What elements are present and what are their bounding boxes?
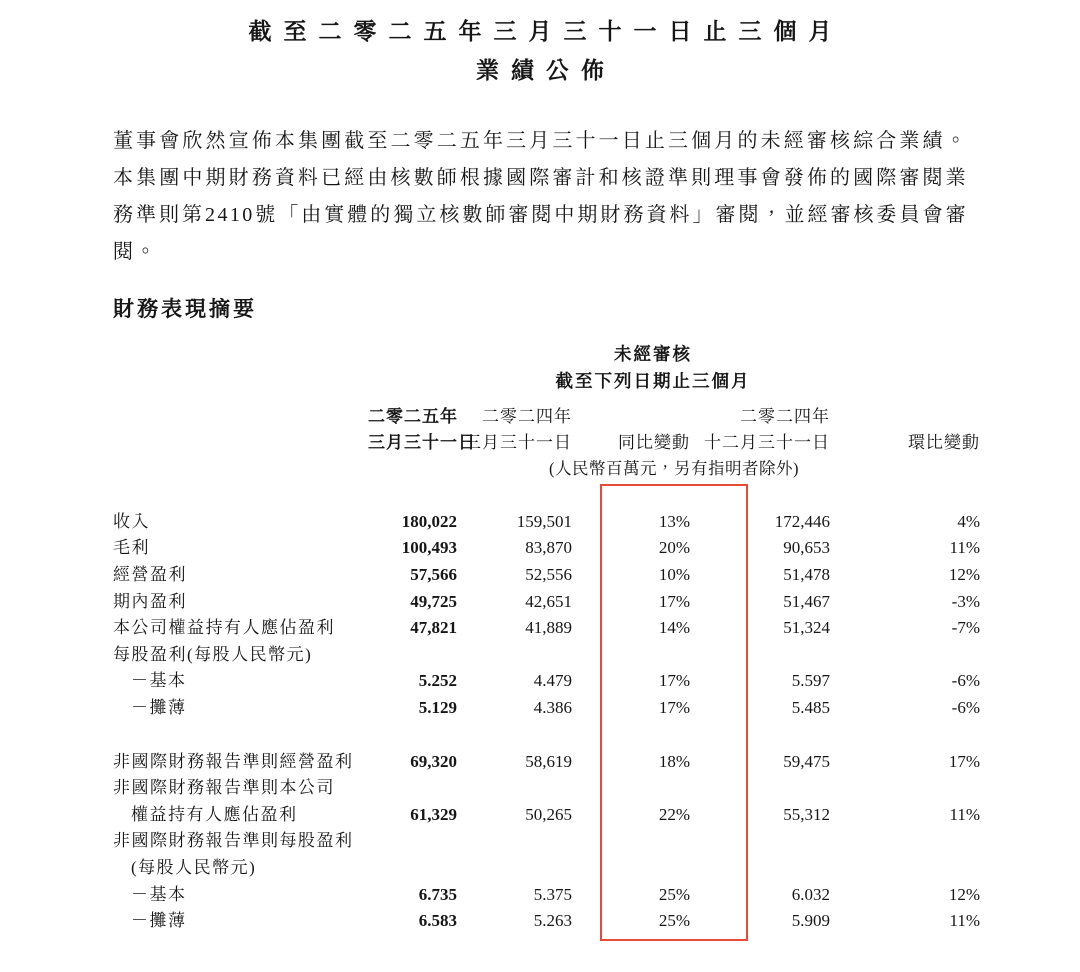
summary-table-body: [113, 509, 980, 935]
cell-2024-03-31: 159,501: [516, 511, 572, 531]
cell-2024-03-31: 50,265: [525, 804, 572, 824]
table-row: [113, 642, 980, 669]
cell-2024-12-31: [690, 642, 830, 669]
row-label: 本公司權益持有人應佔盈利: [113, 618, 335, 638]
cell-2024-03-31: [457, 775, 572, 802]
column-header-date-row: [113, 430, 980, 457]
row-label: －基本: [131, 671, 187, 691]
cell-qoq-change: 11%: [949, 538, 980, 558]
cell-2024-12-31: 59,475: [783, 751, 830, 771]
col-header-year-2024q4: 二零二四年: [740, 406, 830, 426]
row-label: 收入: [113, 511, 150, 531]
section-heading: 財務表現摘要: [113, 298, 257, 321]
table-row: [113, 775, 980, 802]
intro-line: 閱。: [113, 241, 158, 263]
cell-qoq-change: -7%: [951, 618, 980, 638]
cell-2024-03-31: 4.386: [533, 697, 572, 717]
table-spacer-row: [113, 722, 980, 749]
table-row: [113, 668, 980, 695]
cell-2025-03-31: 5.129: [418, 697, 457, 717]
cell-yoy-change: [572, 855, 690, 882]
cell-yoy-change: 10%: [658, 564, 690, 584]
cell-2024-12-31: [690, 855, 830, 882]
cell-2024-12-31: 51,324: [783, 618, 830, 638]
cell-qoq-change: [830, 828, 980, 855]
cell-qoq-change: [830, 855, 980, 882]
row-label: 經營盈利: [113, 564, 187, 584]
cell-2024-03-31: 4.479: [533, 671, 572, 691]
table-row: [113, 589, 980, 616]
intro-paragraph: [113, 123, 968, 271]
cell-qoq-change: 4%: [957, 511, 980, 531]
cell-qoq-change: 17%: [948, 751, 980, 771]
table-row: [113, 802, 980, 829]
cell-2024-12-31: 5.597: [791, 671, 830, 691]
cell-2025-03-31: 47,821: [410, 618, 457, 638]
document-title-line1: 截至二零二五年三月三十一日止三個月: [248, 18, 844, 44]
col-header-2024-03-31: 三月三十一日: [464, 433, 572, 453]
cell-qoq-change: -3%: [951, 591, 980, 611]
unaudited-label: 未經審核: [614, 344, 692, 364]
col-header-year-2024q1: 二零二四年: [482, 406, 572, 426]
cell-2024-03-31: 42,651: [525, 591, 572, 611]
cell-yoy-change: 22%: [658, 804, 690, 824]
col-header-year-yoy: [572, 394, 690, 430]
cell-2025-03-31: 100,493: [401, 538, 457, 558]
cell-2024-03-31: [457, 828, 572, 855]
period-label: 截至下列日期止三個月: [555, 370, 751, 391]
row-label: 非國際財務報告準則每股盈利: [113, 831, 354, 851]
cell-2025-03-31: 69,320: [410, 751, 457, 771]
cell-2024-12-31: 172,446: [774, 511, 830, 531]
cell-2024-03-31: 83,870: [525, 538, 572, 558]
column-header-year-row: [113, 394, 980, 430]
cell-2025-03-31: 57,566: [410, 564, 457, 584]
table-row: [113, 615, 980, 642]
table-row: [113, 535, 980, 562]
cell-yoy-change: 14%: [658, 618, 690, 638]
cell-2024-12-31: 5.909: [791, 911, 830, 931]
table-row: [113, 749, 980, 776]
col-header-2024-12-31: 十二月三十一日: [704, 433, 830, 453]
table-row: [113, 562, 980, 589]
cell-yoy-change: 25%: [658, 884, 690, 904]
cell-qoq-change: 11%: [949, 804, 980, 824]
intro-line: 董事會欣然宣佈本集團截至二零二五年三月三十一日止三個月的未經審核綜合業績。: [113, 130, 968, 152]
summary-table: [113, 341, 980, 935]
row-label: 非國際財務報告準則本公司: [113, 778, 335, 798]
cell-2024-12-31: 51,478: [783, 564, 830, 584]
cell-2025-03-31: 61,329: [410, 804, 457, 824]
cell-2024-12-31: 51,467: [783, 591, 830, 611]
cell-2024-03-31: 5.375: [533, 884, 572, 904]
cell-2024-03-31: 5.263: [533, 911, 572, 931]
cell-2025-03-31: 6.583: [418, 911, 457, 931]
cell-qoq-change: -6%: [951, 697, 980, 717]
table-supertitle-row: [113, 341, 980, 368]
col-header-2025-03-31: 三月三十一日: [368, 433, 476, 453]
cell-2024-12-31: 6.032: [791, 884, 830, 904]
unit-note-row: [113, 457, 980, 481]
cell-2024-03-31: 41,889: [525, 618, 572, 638]
row-label: (每股人民幣元): [131, 857, 257, 877]
cell-yoy-change: 17%: [658, 591, 690, 611]
intro-line: 本集團中期財務資料已經由核數師根據國際審計和核證準則理事會發佈的國際審閱業: [113, 167, 968, 189]
col-header-year-qoq: [830, 394, 980, 430]
cell-2025-03-31: [368, 642, 457, 669]
cell-2024-12-31: [690, 775, 830, 802]
cell-yoy-change: 17%: [658, 697, 690, 717]
cell-yoy-change: [572, 775, 690, 802]
table-row: [113, 695, 980, 722]
cell-qoq-change: [830, 775, 980, 802]
col-header-qoq-change: 環比變動: [908, 433, 980, 453]
table-supertitle-row: [113, 368, 980, 395]
row-label: 期內盈利: [113, 591, 187, 611]
cell-2025-03-31: 49,725: [410, 591, 457, 611]
document-title-line2: 業績公佈: [476, 57, 616, 83]
row-label: －攤薄: [131, 697, 187, 717]
cell-yoy-change: [572, 642, 690, 669]
cell-2025-03-31: 5.252: [418, 671, 457, 691]
cell-yoy-change: 25%: [658, 911, 690, 931]
row-label: 權益持有人應佔盈利: [131, 804, 298, 824]
cell-2025-03-31: 180,022: [401, 511, 457, 531]
table-row: [113, 828, 980, 855]
cell-2024-12-31: [690, 828, 830, 855]
cell-2024-03-31: [457, 855, 572, 882]
table-row: [113, 882, 980, 909]
col-header-yoy-change: 同比變動: [618, 433, 690, 453]
cell-2025-03-31: [368, 828, 457, 855]
cell-qoq-change: 12%: [948, 564, 980, 584]
cell-2025-03-31: [368, 855, 457, 882]
intro-line: 務準則第2410號「由實體的獨立核數師審閱中期財務資料」審閱，並經審核委員會審: [113, 204, 968, 226]
cell-2024-03-31: 52,556: [525, 564, 572, 584]
cell-2024-03-31: [457, 642, 572, 669]
row-label: 每股盈利(每股人民幣元): [113, 644, 313, 664]
row-label: 非國際財務報告準則經營盈利: [113, 751, 354, 771]
cell-2024-12-31: 55,312: [783, 804, 830, 824]
row-label: －基本: [131, 884, 187, 904]
cell-2025-03-31: [368, 775, 457, 802]
table-row: [113, 509, 980, 536]
table-row: [113, 855, 980, 882]
cell-2024-12-31: 90,653: [783, 538, 830, 558]
cell-2024-12-31: 5.485: [791, 697, 830, 717]
cell-qoq-change: 11%: [949, 911, 980, 931]
row-label: 毛利: [113, 538, 150, 558]
document-title: [0, 0, 1080, 90]
cell-yoy-change: 17%: [658, 671, 690, 691]
cell-yoy-change: 20%: [658, 538, 690, 558]
row-label: －攤薄: [131, 911, 187, 931]
col-header-year-2025: 二零二五年: [368, 406, 458, 426]
cell-yoy-change: 13%: [658, 511, 690, 531]
unit-note: (人民幣百萬元，另有指明者除外): [549, 458, 799, 478]
cell-qoq-change: 12%: [948, 884, 980, 904]
cell-2025-03-31: 6.735: [418, 884, 457, 904]
cell-2024-03-31: 58,619: [525, 751, 572, 771]
table-row: [113, 908, 980, 935]
cell-yoy-change: 18%: [658, 751, 690, 771]
cell-qoq-change: -6%: [951, 671, 980, 691]
cell-yoy-change: [572, 828, 690, 855]
cell-qoq-change: [830, 642, 980, 669]
